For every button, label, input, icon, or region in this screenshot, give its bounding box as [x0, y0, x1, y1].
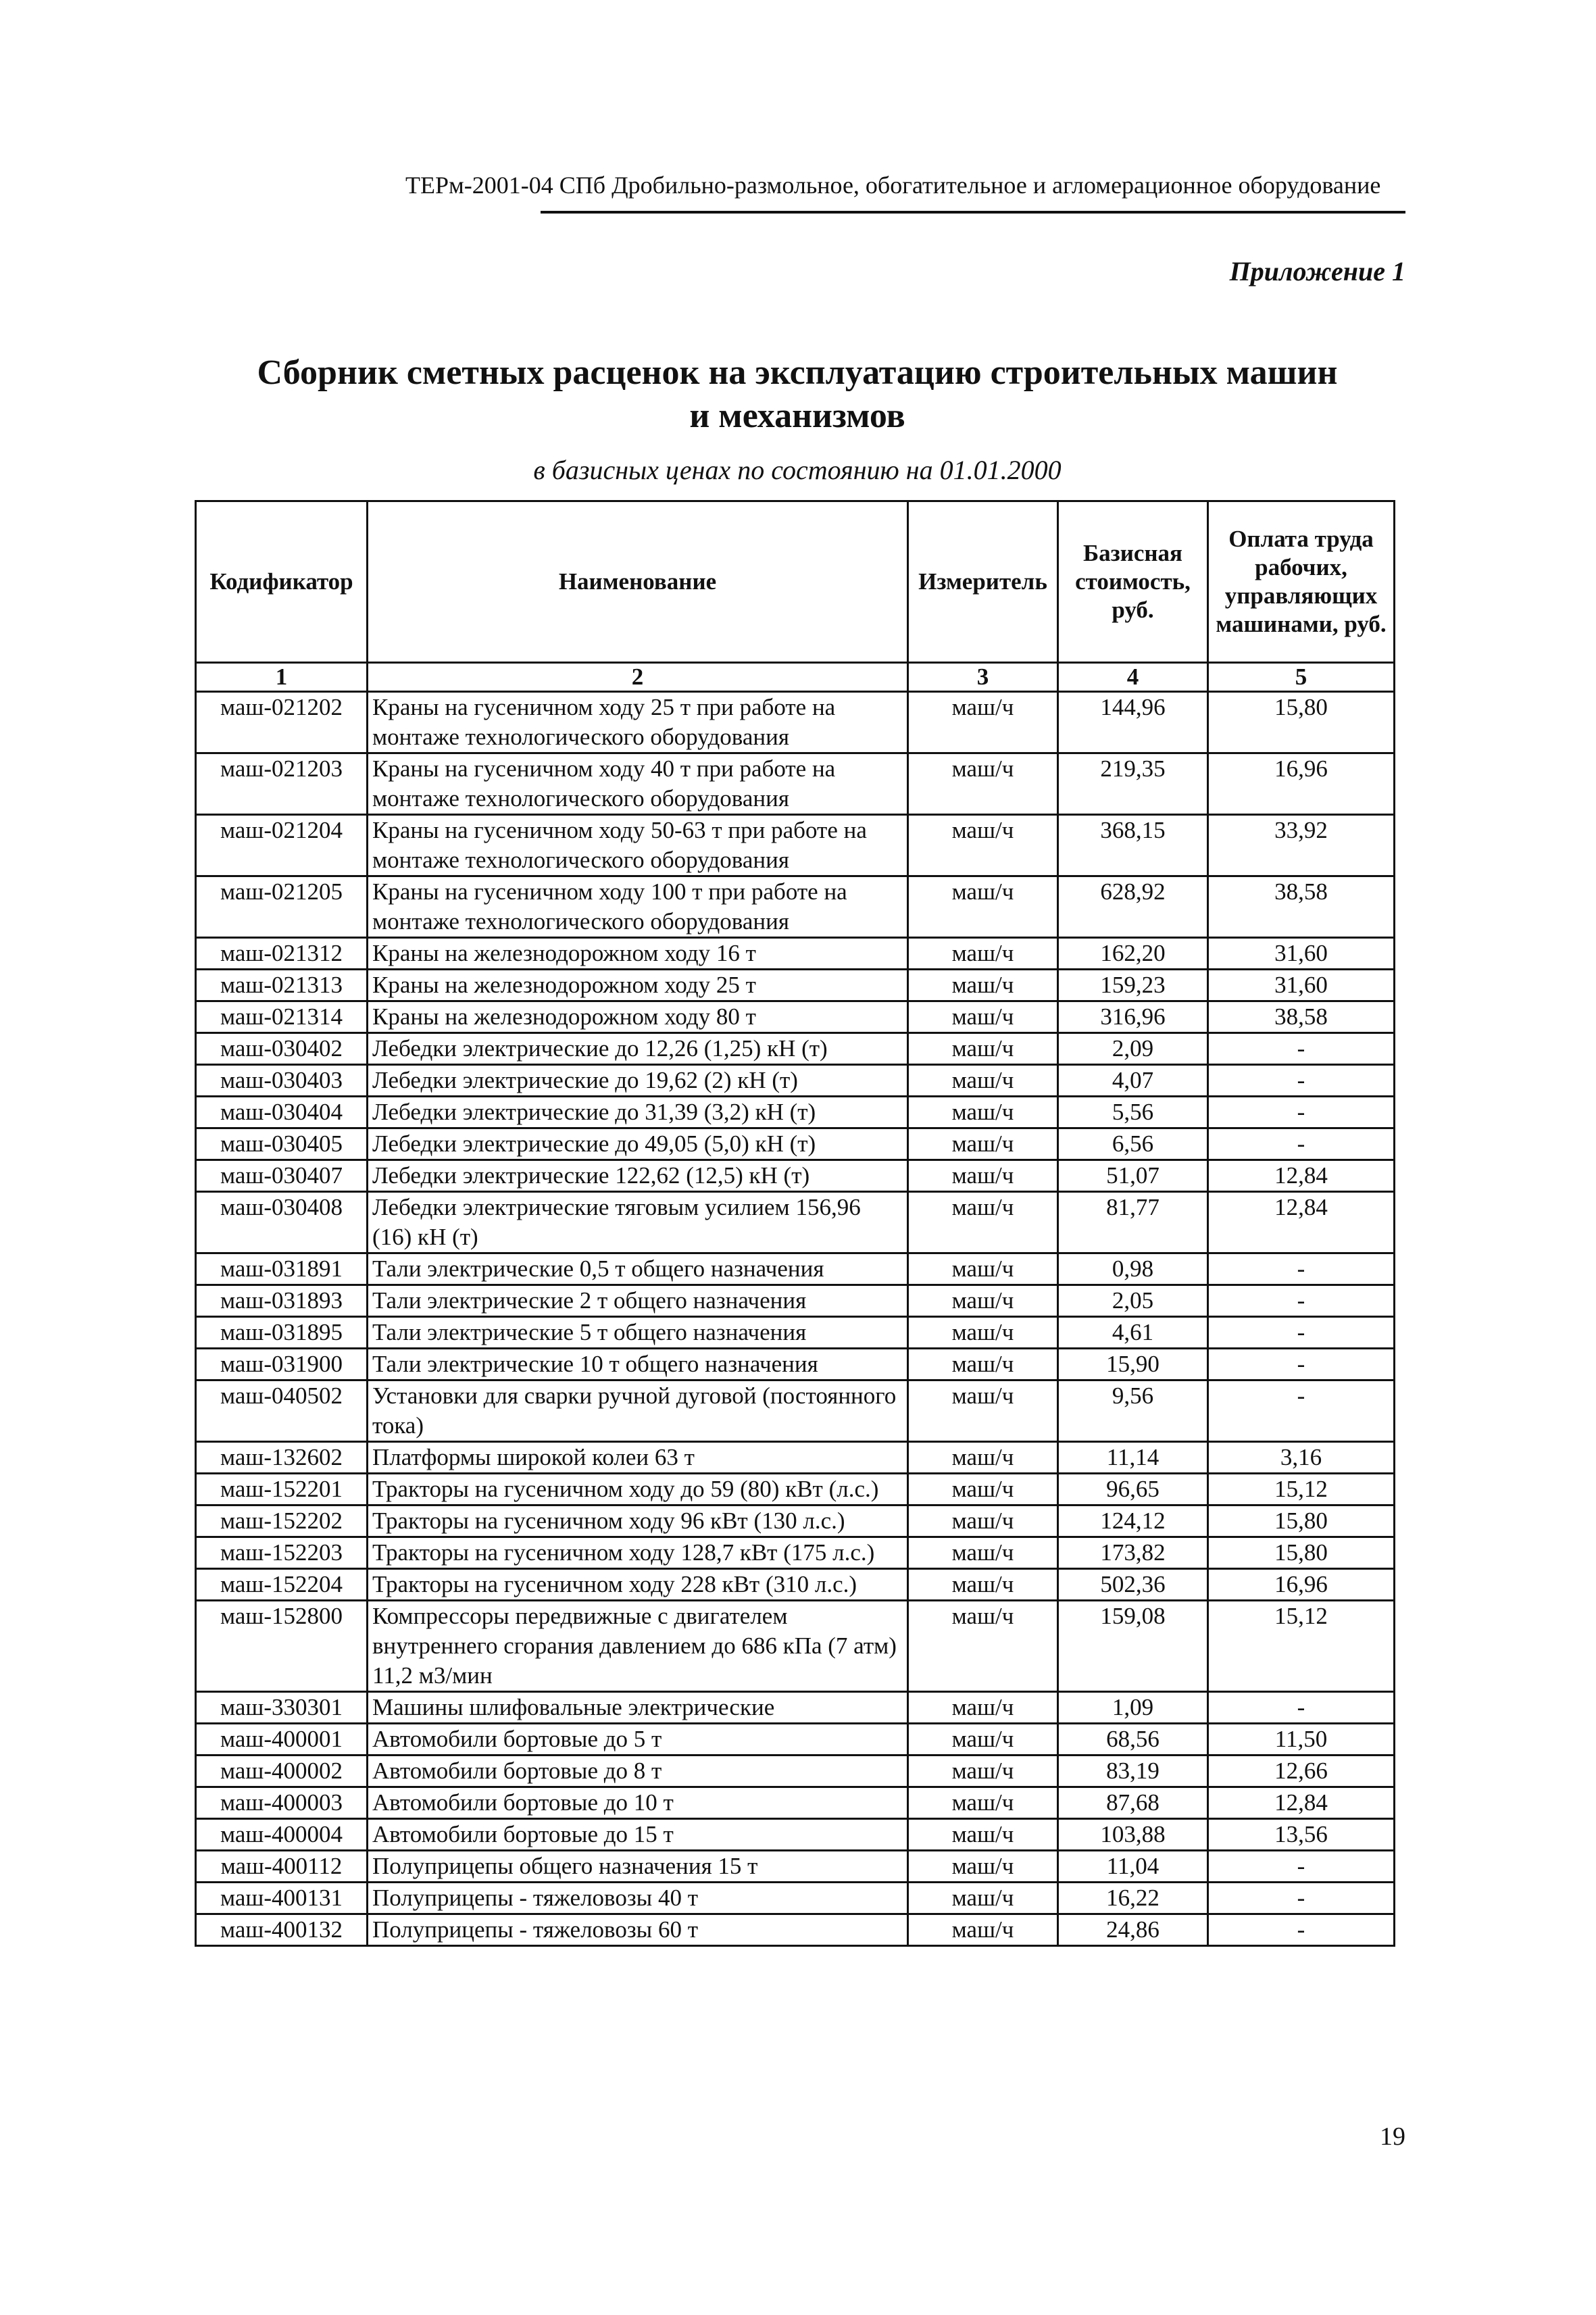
- cell-cost: 96,65: [1058, 1474, 1208, 1505]
- header-rule: [541, 211, 1405, 214]
- col-number: 2: [368, 663, 908, 692]
- table-row: [196, 1097, 1395, 1128]
- cell-name: Тракторы на гусеничном ходу 96 кВт (130 л.с.): [368, 1505, 908, 1537]
- col-number: 5: [1208, 663, 1395, 692]
- cell-unit: маш/ч: [908, 1474, 1058, 1505]
- cell-unit: маш/ч: [908, 1349, 1058, 1380]
- cell-wage: -: [1208, 1128, 1395, 1160]
- cell-cost: 159,23: [1058, 970, 1208, 1001]
- cell-name: Краны на гусеничном ходу 40 т при работе на монтаже технологического оборудования: [368, 753, 908, 815]
- running-header: ТЕРм-2001-04 СПб Дробильно-размольное, обогатительное и агломерационное оборудование: [405, 172, 1381, 199]
- cell-name: Тали электрические 5 т общего назначения: [368, 1317, 908, 1349]
- cell-wage: 33,92: [1208, 815, 1395, 876]
- cell-code: маш-031891: [196, 1253, 368, 1285]
- cell-unit: маш/ч: [908, 1380, 1058, 1442]
- cell-name: Компрессоры передвижные с двигателем внутреннего сгорания давлением до 686 кПа (7 атм) 11,2 м3/мин: [368, 1601, 908, 1692]
- cell-wage: -: [1208, 1883, 1395, 1914]
- cell-unit: маш/ч: [908, 1442, 1058, 1474]
- cell-code: маш-021202: [196, 692, 368, 753]
- cell-cost: 2,05: [1058, 1285, 1208, 1317]
- cell-code: маш-021205: [196, 876, 368, 938]
- cell-code: маш-030402: [196, 1033, 368, 1065]
- cell-code: маш-152202: [196, 1505, 368, 1537]
- cell-code: маш-400112: [196, 1851, 368, 1883]
- cell-unit: маш/ч: [908, 876, 1058, 938]
- cell-name: Лебедки электрические до 12,26 (1,25) кН (т): [368, 1033, 908, 1065]
- table-row: [196, 1569, 1395, 1601]
- cell-cost: 173,82: [1058, 1537, 1208, 1569]
- table-row: [196, 1033, 1395, 1065]
- cell-code: маш-400002: [196, 1756, 368, 1787]
- cell-cost: 16,22: [1058, 1883, 1208, 1914]
- column-number-row: [196, 663, 1395, 692]
- table-row: [196, 1692, 1395, 1724]
- cell-name: Лебедки электрические до 19,62 (2) кН (т): [368, 1065, 908, 1097]
- table-row: [196, 1819, 1395, 1851]
- cell-unit: маш/ч: [908, 1160, 1058, 1192]
- cell-wage: -: [1208, 1380, 1395, 1442]
- cell-code: маш-030405: [196, 1128, 368, 1160]
- cell-code: маш-021314: [196, 1001, 368, 1033]
- table-row: [196, 876, 1395, 938]
- table-row: [196, 1065, 1395, 1097]
- cell-cost: 628,92: [1058, 876, 1208, 938]
- cell-unit: маш/ч: [908, 1724, 1058, 1756]
- cell-code: маш-132602: [196, 1442, 368, 1474]
- cell-name: Лебедки электрические до 31,39 (3,2) кН (т): [368, 1097, 908, 1128]
- cell-cost: 316,96: [1058, 1001, 1208, 1033]
- cell-unit: маш/ч: [908, 1569, 1058, 1601]
- appendix-label: Приложение 1: [1229, 256, 1405, 287]
- table-row: [196, 1883, 1395, 1914]
- cell-code: маш-330301: [196, 1692, 368, 1724]
- title-line-1: Сборник сметных расценок на эксплуатацию строительных машин: [257, 353, 1338, 392]
- cell-cost: 502,36: [1058, 1569, 1208, 1601]
- cell-code: маш-400003: [196, 1787, 368, 1819]
- cell-code: маш-400132: [196, 1914, 368, 1946]
- cell-unit: маш/ч: [908, 1537, 1058, 1569]
- table-row: [196, 1160, 1395, 1192]
- table-row: [196, 1505, 1395, 1537]
- cell-code: маш-030404: [196, 1097, 368, 1128]
- cell-unit: маш/ч: [908, 1317, 1058, 1349]
- cell-cost: 159,08: [1058, 1601, 1208, 1692]
- table-row: [196, 970, 1395, 1001]
- cell-wage: -: [1208, 1065, 1395, 1097]
- table-row: [196, 1787, 1395, 1819]
- cell-code: маш-021313: [196, 970, 368, 1001]
- cell-code: маш-021204: [196, 815, 368, 876]
- col-number: 1: [196, 663, 368, 692]
- cell-unit: маш/ч: [908, 1065, 1058, 1097]
- cell-unit: маш/ч: [908, 1787, 1058, 1819]
- table-row: [196, 815, 1395, 876]
- col-header-code: Кодификатор: [196, 501, 368, 663]
- table-row: [196, 1285, 1395, 1317]
- cell-code: маш-021312: [196, 938, 368, 970]
- table-body: [196, 692, 1395, 1946]
- cell-name: Лебедки электрические 122,62 (12,5) кН (т): [368, 1160, 908, 1192]
- cell-unit: маш/ч: [908, 1819, 1058, 1851]
- cell-name: Краны на железнодорожном ходу 80 т: [368, 1001, 908, 1033]
- cell-unit: маш/ч: [908, 1033, 1058, 1065]
- cell-unit: маш/ч: [908, 1851, 1058, 1883]
- document-subtitle: в базисных ценах по состоянию на 01.01.2000: [533, 455, 1062, 485]
- cell-name: Автомобили бортовые до 10 т: [368, 1787, 908, 1819]
- page-number: 19: [1380, 2122, 1405, 2151]
- cell-unit: маш/ч: [908, 753, 1058, 815]
- cell-unit: маш/ч: [908, 1914, 1058, 1946]
- cell-name: Полуприцепы - тяжеловозы 60 т: [368, 1914, 908, 1946]
- cell-unit: маш/ч: [908, 1285, 1058, 1317]
- cell-wage: 38,58: [1208, 876, 1395, 938]
- col-header-wage: Оплата труда рабочих, управляющих машинами, руб.: [1208, 501, 1395, 663]
- cell-name: Установки для сварки ручной дуговой (постоянного тока): [368, 1380, 908, 1442]
- cell-wage: -: [1208, 1317, 1395, 1349]
- cell-cost: 24,86: [1058, 1914, 1208, 1946]
- cell-cost: 144,96: [1058, 692, 1208, 753]
- document-title: [203, 351, 1392, 438]
- cell-wage: -: [1208, 1253, 1395, 1285]
- cell-cost: 51,07: [1058, 1160, 1208, 1192]
- cell-unit: маш/ч: [908, 1505, 1058, 1537]
- cell-name: Краны на гусеничном ходу 100 т при работе на монтаже технологического оборудования: [368, 876, 908, 938]
- table-row: [196, 1317, 1395, 1349]
- cell-name: Лебедки электрические до 49,05 (5,0) кН (т): [368, 1128, 908, 1160]
- table-row: [196, 753, 1395, 815]
- cell-wage: 31,60: [1208, 938, 1395, 970]
- cell-wage: 12,84: [1208, 1192, 1395, 1253]
- cell-wage: 13,56: [1208, 1819, 1395, 1851]
- cell-name: Краны на железнодорожном ходу 25 т: [368, 970, 908, 1001]
- cell-wage: -: [1208, 1692, 1395, 1724]
- rates-table: [195, 500, 1395, 1947]
- cell-unit: маш/ч: [908, 1253, 1058, 1285]
- cell-name: Автомобили бортовые до 8 т: [368, 1756, 908, 1787]
- table-row: [196, 1851, 1395, 1883]
- cell-wage: 12,84: [1208, 1787, 1395, 1819]
- cell-cost: 11,14: [1058, 1442, 1208, 1474]
- cell-wage: 38,58: [1208, 1001, 1395, 1033]
- table-row: [196, 1128, 1395, 1160]
- cell-name: Тракторы на гусеничном ходу 128,7 кВт (175 л.с.): [368, 1537, 908, 1569]
- cell-wage: 16,96: [1208, 753, 1395, 815]
- cell-code: маш-152204: [196, 1569, 368, 1601]
- table-row: [196, 1192, 1395, 1253]
- table-row: [196, 1537, 1395, 1569]
- cell-wage: 15,80: [1208, 1505, 1395, 1537]
- cell-cost: 68,56: [1058, 1724, 1208, 1756]
- cell-name: Тракторы на гусеничном ходу до 59 (80) кВт (л.с.): [368, 1474, 908, 1505]
- cell-cost: 5,56: [1058, 1097, 1208, 1128]
- cell-wage: -: [1208, 1914, 1395, 1946]
- cell-wage: 12,84: [1208, 1160, 1395, 1192]
- cell-code: маш-031893: [196, 1285, 368, 1317]
- cell-code: маш-031900: [196, 1349, 368, 1380]
- cell-wage: -: [1208, 1349, 1395, 1380]
- cell-name: Автомобили бортовые до 5 т: [368, 1724, 908, 1756]
- table-header-row: [196, 501, 1395, 663]
- cell-cost: 103,88: [1058, 1819, 1208, 1851]
- cell-unit: маш/ч: [908, 1097, 1058, 1128]
- table-row: [196, 1001, 1395, 1033]
- cell-name: Машины шлифовальные электрические: [368, 1692, 908, 1724]
- cell-code: маш-040502: [196, 1380, 368, 1442]
- cell-wage: 15,12: [1208, 1474, 1395, 1505]
- cell-wage: -: [1208, 1285, 1395, 1317]
- cell-wage: 3,16: [1208, 1442, 1395, 1474]
- col-number: 4: [1058, 663, 1208, 692]
- table-row: [196, 1380, 1395, 1442]
- cell-name: Полуприцепы общего назначения 15 т: [368, 1851, 908, 1883]
- cell-wage: 16,96: [1208, 1569, 1395, 1601]
- cell-code: маш-400131: [196, 1883, 368, 1914]
- cell-unit: маш/ч: [908, 938, 1058, 970]
- cell-unit: маш/ч: [908, 1192, 1058, 1253]
- cell-unit: маш/ч: [908, 815, 1058, 876]
- table-row: [196, 1349, 1395, 1380]
- cell-wage: -: [1208, 1097, 1395, 1128]
- cell-code: маш-152800: [196, 1601, 368, 1692]
- table-row: [196, 1601, 1395, 1692]
- cell-cost: 124,12: [1058, 1505, 1208, 1537]
- cell-unit: маш/ч: [908, 692, 1058, 753]
- cell-wage: 31,60: [1208, 970, 1395, 1001]
- cell-cost: 1,09: [1058, 1692, 1208, 1724]
- cell-cost: 2,09: [1058, 1033, 1208, 1065]
- table-row: [196, 1442, 1395, 1474]
- cell-code: маш-152201: [196, 1474, 368, 1505]
- cell-unit: маш/ч: [908, 1001, 1058, 1033]
- col-header-cost: Базисная стоимость, руб.: [1058, 501, 1208, 663]
- cell-code: маш-031895: [196, 1317, 368, 1349]
- table-row: [196, 1914, 1395, 1946]
- table-row: [196, 1253, 1395, 1285]
- cell-name: Тали электрические 0,5 т общего назначения: [368, 1253, 908, 1285]
- table-row: [196, 692, 1395, 753]
- cell-cost: 162,20: [1058, 938, 1208, 970]
- cell-cost: 81,77: [1058, 1192, 1208, 1253]
- cell-cost: 15,90: [1058, 1349, 1208, 1380]
- cell-cost: 4,07: [1058, 1065, 1208, 1097]
- cell-name: Лебедки электрические тяговым усилием 156,96 (16) кН (т): [368, 1192, 908, 1253]
- cell-name: Полуприцепы - тяжеловозы 40 т: [368, 1883, 908, 1914]
- cell-cost: 368,15: [1058, 815, 1208, 876]
- cell-unit: маш/ч: [908, 1601, 1058, 1692]
- col-header-name: Наименование: [368, 501, 908, 663]
- cell-unit: маш/ч: [908, 1128, 1058, 1160]
- cell-code: маш-030403: [196, 1065, 368, 1097]
- cell-code: маш-030407: [196, 1160, 368, 1192]
- cell-wage: -: [1208, 1851, 1395, 1883]
- cell-cost: 11,04: [1058, 1851, 1208, 1883]
- col-header-unit: Измеритель: [908, 501, 1058, 663]
- cell-name: Автомобили бортовые до 15 т: [368, 1819, 908, 1851]
- cell-cost: 83,19: [1058, 1756, 1208, 1787]
- cell-code: маш-152203: [196, 1537, 368, 1569]
- cell-cost: 4,61: [1058, 1317, 1208, 1349]
- cell-code: маш-400001: [196, 1724, 368, 1756]
- cell-name: Краны на железнодорожном ходу 16 т: [368, 938, 908, 970]
- table-row: [196, 1724, 1395, 1756]
- cell-cost: 9,56: [1058, 1380, 1208, 1442]
- cell-unit: маш/ч: [908, 970, 1058, 1001]
- cell-code: маш-030408: [196, 1192, 368, 1253]
- cell-cost: 6,56: [1058, 1128, 1208, 1160]
- cell-cost: 87,68: [1058, 1787, 1208, 1819]
- cell-cost: 0,98: [1058, 1253, 1208, 1285]
- cell-code: маш-021203: [196, 753, 368, 815]
- cell-wage: 15,80: [1208, 1537, 1395, 1569]
- cell-unit: маш/ч: [908, 1883, 1058, 1914]
- cell-name: Платформы широкой колеи 63 т: [368, 1442, 908, 1474]
- cell-wage: 15,80: [1208, 692, 1395, 753]
- col-number: 3: [908, 663, 1058, 692]
- cell-wage: 11,50: [1208, 1724, 1395, 1756]
- cell-wage: -: [1208, 1033, 1395, 1065]
- cell-code: маш-400004: [196, 1819, 368, 1851]
- table-row: [196, 1474, 1395, 1505]
- cell-name: Тали электрические 2 т общего назначения: [368, 1285, 908, 1317]
- table-row: [196, 1756, 1395, 1787]
- cell-name: Тали электрические 10 т общего назначения: [368, 1349, 908, 1380]
- cell-name: Тракторы на гусеничном ходу 228 кВт (310 л.с.): [368, 1569, 908, 1601]
- table-row: [196, 938, 1395, 970]
- title-line-2: и механизмов: [689, 397, 905, 435]
- cell-cost: 219,35: [1058, 753, 1208, 815]
- cell-name: Краны на гусеничном ходу 25 т при работе на монтаже технологического оборудования: [368, 692, 908, 753]
- cell-unit: маш/ч: [908, 1692, 1058, 1724]
- cell-wage: 12,66: [1208, 1756, 1395, 1787]
- cell-name: Краны на гусеничном ходу 50-63 т при работе на монтаже технологического оборудования: [368, 815, 908, 876]
- cell-wage: 15,12: [1208, 1601, 1395, 1692]
- cell-unit: маш/ч: [908, 1756, 1058, 1787]
